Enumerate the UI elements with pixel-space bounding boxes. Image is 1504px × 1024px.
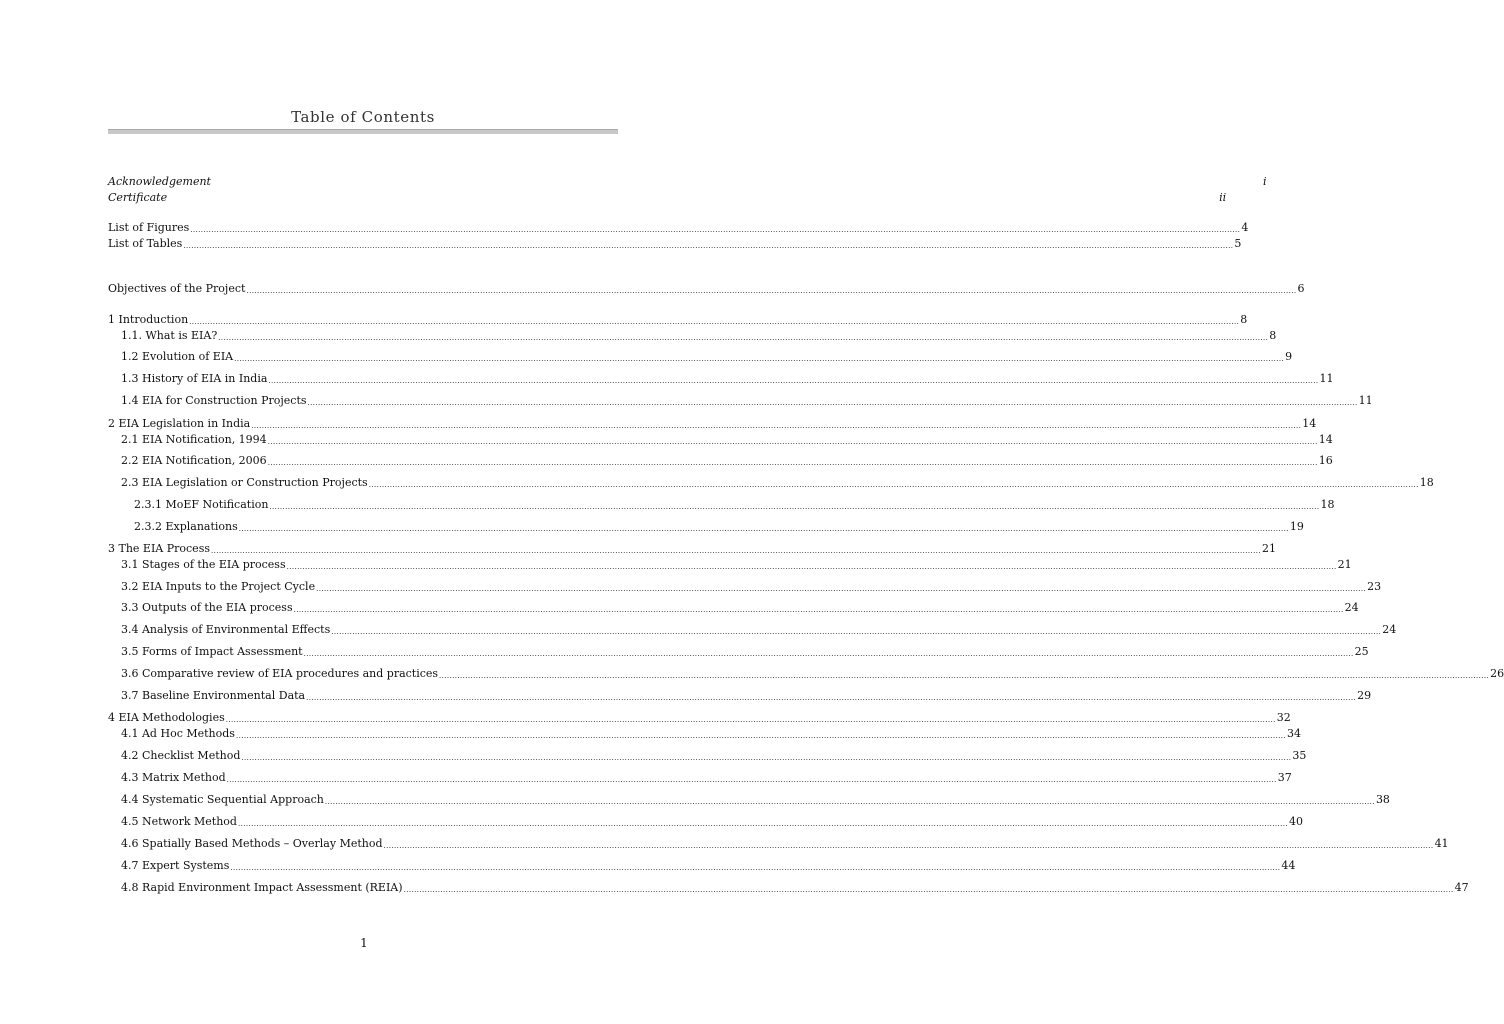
- toc-entry[interactable]: [108, 518, 1304, 534]
- toc-entry-page: ii: [1219, 191, 1227, 204]
- toc-entry-page: 26: [1490, 667, 1504, 680]
- toc-entry-page: 8: [1240, 313, 1248, 326]
- toc-entry-label: 1.3 History of EIA in India: [121, 372, 268, 385]
- dot-leader: ................................................................................................................................................................................................................................................................................................................................................................................................................: [324, 798, 1375, 806]
- dot-leader: ................................................................................................................................................................................................................................................................................................................................................................................................................: [241, 754, 1292, 762]
- toc-entry-label: 1.1. What is EIA?: [121, 329, 218, 342]
- toc-entry-label: 4.4 Systematic Sequential Approach: [121, 793, 324, 806]
- toc-entry-label: 3.7 Baseline Environmental Data: [121, 689, 306, 702]
- dot-leader: ................................................................................................................................................................................................................................................................................................................................................................................................................: [226, 776, 1277, 784]
- toc-entry-label: Acknowledgement: [108, 175, 211, 188]
- toc-entry-label: Objectives of the Project: [108, 282, 246, 295]
- dot-leader: ................................................................................................................................................................................................................................................................................................................................................................................................................: [189, 318, 1240, 326]
- toc-entry-label: 4.7 Expert Systems: [121, 859, 230, 872]
- toc-entry-page: 35: [1292, 749, 1307, 762]
- toc-entry[interactable]: [108, 578, 1382, 594]
- toc-entry-label: 2.3 EIA Legislation or Construction Projects: [121, 476, 368, 489]
- dot-leader: ................................................................................................................................................................................................................................................................................................................................................................................................................: [218, 334, 1269, 342]
- toc-entry-page: 24: [1344, 601, 1359, 614]
- toc-entry-label: List of Tables: [108, 237, 183, 250]
- toc-entry[interactable]: [108, 643, 1369, 659]
- toc-entry-page: 14: [1302, 417, 1317, 430]
- dot-leader: ................................................................................................................................................................................................................................................................................................................................................................................................................: [293, 606, 1344, 614]
- toc-entry-page: 5: [1234, 237, 1242, 250]
- toc-entry-label: 3.2 EIA Inputs to the Project Cycle: [121, 580, 316, 593]
- toc-entry[interactable]: [108, 725, 1301, 741]
- toc-entry-page: 40: [1289, 815, 1303, 828]
- toc-entry[interactable]: [108, 599, 1359, 615]
- toc-entry[interactable]: [108, 311, 1248, 327]
- dot-leader: ................................................................................................................................................................................................................................................................................................................................................................................................................: [237, 820, 1288, 828]
- dot-leader: ................................................................................................................................................................................................................................................................................................................................................................................................................: [306, 694, 1357, 702]
- dot-leader: ................................................................................................................................................................................................................................................................................................................................................................................................................: [307, 399, 1358, 407]
- toc-entry-page: 38: [1375, 793, 1390, 806]
- dot-leader: ................................................................................................................................................................................................................................................................................................................................................................................................................: [269, 503, 1320, 511]
- toc-entry-page: 18: [1320, 498, 1335, 511]
- dot-leader: ................................................................................................................................................................................................................................................................................................................................................................................................................: [230, 864, 1281, 872]
- dot-leader: ................................................................................................................................................................................................................................................................................................................................................................................................................: [238, 525, 1289, 533]
- toc-entry[interactable]: [108, 173, 1267, 189]
- toc-entry-label: 3.4 Analysis of Environmental Effects: [121, 623, 331, 636]
- toc-entry-page: 23: [1367, 580, 1382, 593]
- toc-entry[interactable]: [108, 415, 1317, 431]
- toc-entry-label: 1.4 EIA for Construction Projects: [121, 394, 307, 407]
- toc-entry[interactable]: [108, 370, 1334, 386]
- toc-entry-page: 21: [1262, 542, 1277, 555]
- dot-leader: ................................................................................................................................................................................................................................................................................................................................................................................................................: [403, 886, 1454, 894]
- toc-entry-page: 19: [1289, 520, 1304, 533]
- toc-entry-label: 4.6 Spatially Based Methods – Overlay Method: [121, 837, 383, 850]
- dot-leader: ................................................................................................................................................................................................................................................................................................................................................................................................................: [268, 377, 1319, 385]
- toc-entry[interactable]: [108, 327, 1277, 343]
- toc-entry[interactable]: [108, 687, 1372, 703]
- toc-entry[interactable]: [108, 219, 1249, 235]
- toc-entry-label: 2.3.2 Explanations: [134, 520, 238, 533]
- dot-leader: ................................................................................................................................................................................................................................................................................................................................................................................................................: [210, 547, 1262, 555]
- toc-entry-page: 14: [1318, 433, 1333, 446]
- toc-entry[interactable]: [108, 540, 1277, 556]
- toc-entry-page: 9: [1285, 350, 1293, 363]
- page-number: 1: [360, 936, 368, 950]
- toc-entry-label: 2 EIA Legislation in India: [108, 417, 251, 430]
- toc-entry-label: 4.5 Network Method: [121, 815, 237, 828]
- toc-entry-page: 16: [1318, 454, 1333, 467]
- toc-entry[interactable]: [108, 709, 1291, 725]
- toc-entry[interactable]: [108, 857, 1296, 873]
- toc-entry-label: 3 The EIA Process: [108, 542, 210, 555]
- dot-leader: ................................................................................................................................................................................................................................................................................................................................................................................................................: [368, 481, 1419, 489]
- dot-leader: ................................................................................................................................................................................................................................................................................................................................................................................................................: [246, 287, 1297, 295]
- toc-entry[interactable]: [108, 348, 1293, 364]
- dot-leader: ................................................................................................................................................................................................................................................................................................................................................................................................................: [286, 563, 1337, 571]
- toc-entry-page: 44: [1281, 859, 1296, 872]
- toc-entry-page: 32: [1276, 711, 1291, 724]
- toc-entry[interactable]: [108, 556, 1352, 572]
- dot-leader: ................................................................................................................................................................................................................................................................................................................................................................................................................: [234, 355, 1285, 363]
- dot-leader: ................................................................................................................................................................................................................................................................................................................................................................................................................: [235, 732, 1286, 740]
- toc-entry-label: 2.2 EIA Notification, 2006: [121, 454, 267, 467]
- toc-entry[interactable]: [108, 280, 1305, 296]
- toc-entry-page: 47: [1454, 881, 1469, 894]
- toc-entry-page: 18: [1419, 476, 1434, 489]
- toc-entry[interactable]: [108, 474, 1434, 490]
- toc-entry[interactable]: [108, 747, 1307, 763]
- toc-entry[interactable]: [108, 665, 1504, 681]
- dot-leader: ................................................................................................................................................................................................................................................................................................................................................................................................................: [331, 628, 1382, 636]
- toc-entry-label: 3.1 Stages of the EIA process: [121, 558, 286, 571]
- toc-entry-page: 34: [1286, 727, 1301, 740]
- toc-entry[interactable]: [108, 621, 1397, 637]
- toc-entry[interactable]: [108, 496, 1335, 512]
- dot-leader: ................................................................................................................................................................................................................................................................................................................................................................................................................: [225, 716, 1276, 724]
- dot-leader: ................................................................................................................................................................................................................................................................................................................................................................................................................: [183, 242, 1234, 250]
- toc-entry-label: 4.1 Ad Hoc Methods: [121, 727, 235, 740]
- toc-entry-label: 4.3 Matrix Method: [121, 771, 226, 784]
- dot-leader: ................................................................................................................................................................................................................................................................................................................................................................................................................: [190, 226, 1241, 234]
- toc-entry-page: 8: [1269, 329, 1277, 342]
- toc-entry-page: 24: [1382, 623, 1397, 636]
- toc-entry-page: 25: [1354, 645, 1369, 658]
- toc-entry[interactable]: [108, 835, 1449, 851]
- toc-entry[interactable]: [108, 769, 1292, 785]
- toc-entry-label: 4.8 Rapid Environment Impact Assessment (REIA): [121, 881, 403, 894]
- toc-entry-page: 11: [1358, 394, 1373, 407]
- toc-entry-page: i: [1263, 175, 1267, 188]
- toc-entry-page: 21: [1337, 558, 1352, 571]
- toc-entry-label: 4 EIA Methodologies: [108, 711, 225, 724]
- dot-leader: ................................................................................................................................................................................................................................................................................................................................................................................................................: [251, 422, 1302, 430]
- toc-entry-label: 2.1 EIA Notification, 1994: [121, 433, 267, 446]
- dot-leader: ................................................................................................................................................................................................................................................................................................................................................................................................................: [267, 438, 1318, 446]
- toc-entry-label: 3.5 Forms of Impact Assessment: [121, 645, 303, 658]
- toc-entry[interactable]: [108, 879, 1469, 895]
- toc-entry[interactable]: [108, 431, 1333, 447]
- toc-entry-label: 3.6 Comparative review of EIA procedures and practices: [121, 667, 439, 680]
- toc-entry-label: 3.3 Outputs of the EIA process: [121, 601, 293, 614]
- toc-entry[interactable]: [108, 189, 1227, 205]
- toc-entry-page: 41: [1434, 837, 1449, 850]
- toc-entry[interactable]: [108, 813, 1303, 829]
- dot-leader: ................................................................................................................................................................................................................................................................................................................................................................................................................: [316, 585, 1367, 593]
- toc-entry-label: 4.2 Checklist Method: [121, 749, 241, 762]
- toc-entry[interactable]: [108, 452, 1333, 468]
- dot-leader: ................................................................................................................................................................................................................................................................................................................................................................................................................: [303, 650, 1354, 658]
- toc-entry-page: 37: [1277, 771, 1292, 784]
- dot-leader: ................................................................................................................................................................................................................................................................................................................................................................................................................: [383, 842, 1434, 850]
- toc-entry-label: List of Figures: [108, 221, 190, 234]
- toc-entry-label: 2.3.1 MoEF Notification: [134, 498, 269, 511]
- toc-entry-label: Certificate: [108, 191, 168, 204]
- dot-leader: ................................................................................................................................................................................................................................................................................................................................................................................................................: [439, 672, 1490, 680]
- dot-leader: ................................................................................................................................................................................................................................................................................................................................................................................................................: [267, 459, 1318, 467]
- toc-entry[interactable]: [108, 235, 1242, 251]
- toc-entry[interactable]: [108, 392, 1373, 408]
- toc-entry-page: 4: [1241, 221, 1249, 234]
- toc-entry-page: 29: [1357, 689, 1372, 702]
- toc-entry[interactable]: [108, 791, 1390, 807]
- toc-entry-label: 1.2 Evolution of EIA: [121, 350, 234, 363]
- toc-entry-page: 6: [1297, 282, 1305, 295]
- toc-entry-page: 11: [1319, 372, 1334, 385]
- page-title: Table of Contents: [291, 108, 435, 126]
- toc-entry-label: 1 Introduction: [108, 313, 189, 326]
